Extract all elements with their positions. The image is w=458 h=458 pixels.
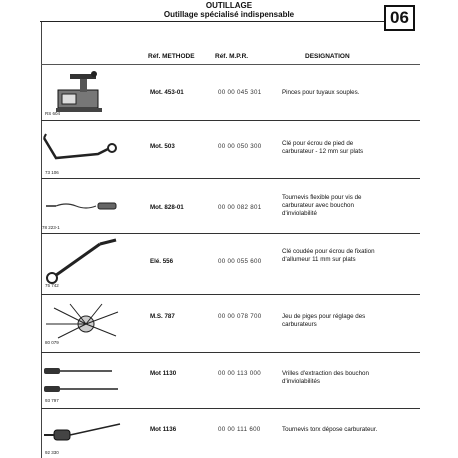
row-rule	[41, 408, 420, 409]
row-rule	[41, 120, 420, 121]
photo-ref: RS 604	[45, 111, 61, 116]
header-rule	[40, 21, 384, 22]
column-header-rule	[41, 64, 420, 65]
designation-cell: Clé pour écrou de pied de carburateur - 12 mm sur plats	[282, 140, 364, 155]
photo-ref: 92 330	[45, 450, 59, 455]
designation-cell: Jeu de piges pour réglage des carburateurs	[282, 313, 366, 328]
ref-methode-cell: Mot. 453-01	[150, 89, 184, 96]
photo-ref: 73 106	[45, 170, 59, 175]
column-header-designation: DESIGNATION	[305, 53, 350, 60]
row-rule	[41, 233, 420, 234]
row-rule	[41, 294, 420, 295]
ref-methode-cell: M.S. 787	[150, 313, 175, 320]
header-subtitle: Outillage spécialisé indispensable	[163, 10, 295, 19]
angled-wrench-icon	[42, 236, 122, 286]
torx-screwdriver-icon	[40, 420, 124, 446]
ref-mpr-cell: 00 00 050 300	[218, 143, 262, 150]
section-number-box: 06	[384, 5, 415, 31]
photo-ref: 75 742	[45, 283, 59, 288]
designation-cell: Tournevis torx dépose carburateur.	[282, 426, 378, 433]
offset-wrench-icon	[42, 126, 122, 170]
ref-methode-cell: Mot. 828-01	[150, 204, 184, 211]
designation-cell: Tournevis flexible pour vis de carburateur avec bouchon d'inviolabilité	[282, 194, 362, 217]
header-title: OUTILLAGE	[205, 1, 253, 10]
hose-clamp-pliers-icon	[50, 68, 110, 114]
ref-mpr-cell: 00 00 111 600	[218, 426, 261, 433]
photo-ref: 78 223-1	[42, 225, 60, 230]
ref-mpr-cell: 00 00 045 301	[218, 89, 262, 96]
ref-mpr-cell: 00 00 113 000	[218, 370, 262, 377]
gauge-pins-set-icon	[42, 302, 122, 342]
ref-mpr-cell: 00 00 055 600	[218, 258, 262, 265]
designation-cell: Vrilles d'extraction des bouchon d'inviolabilités	[282, 370, 369, 385]
ref-methode-cell: Mot. 503	[150, 143, 175, 150]
row-rule	[41, 352, 420, 353]
designation-cell: Pinces pour tuyaux souples.	[282, 89, 360, 96]
extraction-gimlet-icon	[40, 362, 124, 398]
ref-mpr-cell: 00 00 082 801	[218, 204, 262, 211]
ref-mpr-cell: 00 00 078 700	[218, 313, 262, 320]
column-header-ref-mpr: Réf. M.P.R.	[215, 53, 249, 60]
ref-methode-cell: Elé. 556	[150, 258, 174, 265]
photo-ref: 80 079	[45, 340, 59, 345]
ref-methode-cell: Mot 1136	[150, 426, 177, 433]
ref-methode-cell: Mot 1130	[150, 370, 177, 377]
photo-ref: 93 797	[45, 398, 59, 403]
column-header-ref-methode: Réf. METHODE	[148, 53, 195, 60]
row-rule	[41, 178, 420, 179]
flexible-screwdriver-icon	[42, 198, 122, 214]
designation-cell: Clé coudée pour écrou de fixation d'allumeur 11 mm sur plats	[282, 248, 375, 263]
